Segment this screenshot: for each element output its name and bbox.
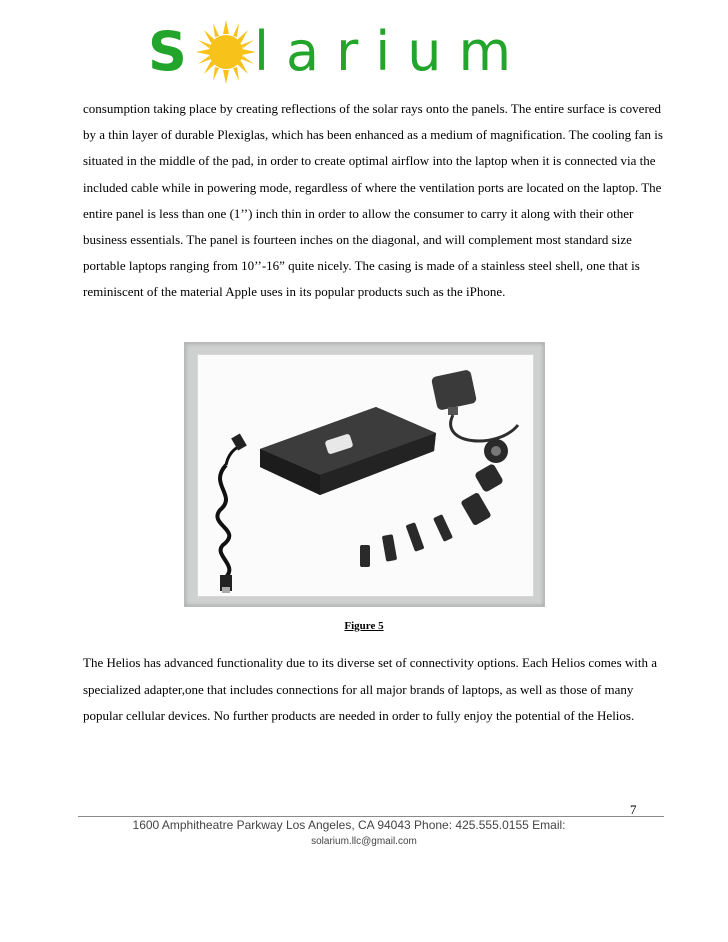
sun-icon <box>196 18 256 84</box>
solar-charger-kit-illustration <box>198 355 533 596</box>
logo-wordmark: larium <box>254 20 529 83</box>
figure-5-frame <box>184 342 545 607</box>
body-paragraph-2: The Helios has advanced functionality due to its diverse set of connectivity options. Each Helios comes with a specialized adapter,one that includes connections for all major brands of laptops, as well as those of many popular cellular devices. No further products are needed in order to fully enjoy the potential of the Helios. <box>83 655 658 723</box>
footer-address-text: 1600 Amphitheatre Parkway Los Angeles, CA 94043 Phone: 425.555.0155 Email: <box>132 818 566 832</box>
body-paragraph-1: consumption taking place by creating reflections of the solar rays onto the panels. The entire surface is covered by a thin layer of durable Plexiglas, which has been enhanced as a medium of magnification. The cooling fan is situated in the middle of the pad, in order to create optimal airflow into the laptop when it is connected via the included cable while in powering mode, regardless of where the ventilation ports are located on the laptop. The entire panel is less than one (1’’) inch thin in order to allow the consumer to carry it along with their other business essentials. The panel is fourteen inches on the diagonal, and will complement most standard size portable laptops ranging from 10’’-16” quite nicely. The casing is made of a stainless steel shell, one that is reminiscent of the material Apple uses in its popular products such as the iPhone. <box>83 101 663 300</box>
solarium-logo <box>148 18 568 88</box>
footer-email: solarium.llc@gmail.com <box>311 836 417 847</box>
figure-caption: Figure 5 <box>344 620 384 632</box>
footer-address <box>0 818 728 832</box>
logo-letter-s: S <box>148 20 189 83</box>
footer-divider <box>78 816 664 817</box>
page-number: 7 <box>630 802 637 817</box>
figure-5-image <box>197 354 534 597</box>
